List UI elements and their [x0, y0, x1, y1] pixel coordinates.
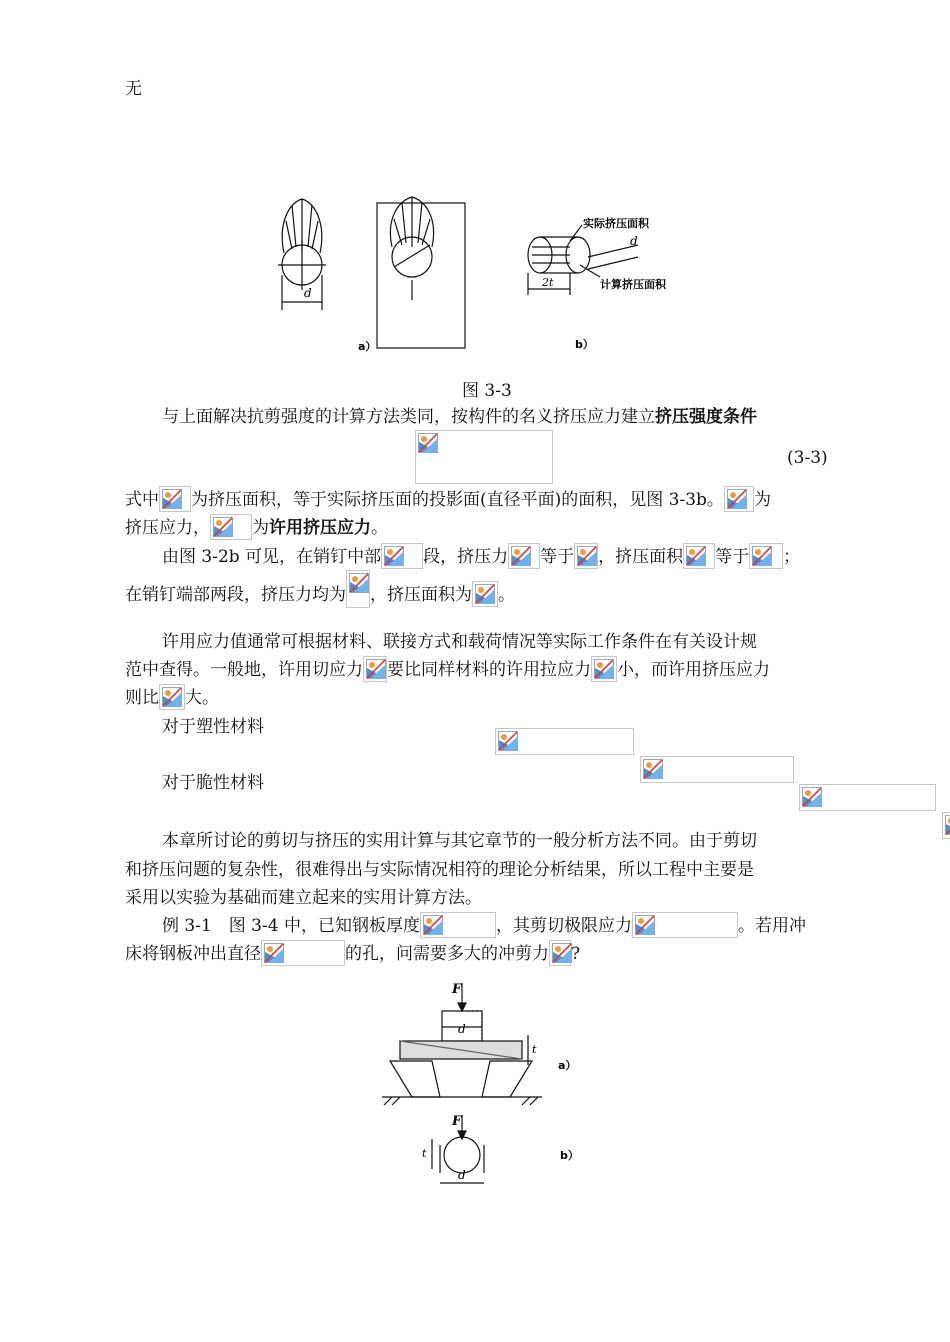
inline-image-thickness	[420, 912, 496, 938]
para3-line1	[162, 543, 800, 571]
inline-image-stress-symbol	[724, 486, 754, 512]
example-text-d: 床将钢板冲出直径	[125, 944, 261, 964]
para3-text-f: ；	[783, 547, 801, 567]
para4-text-d: 则比	[125, 688, 159, 708]
figure-3-4	[382, 975, 592, 1195]
para1-line	[162, 403, 757, 431]
broken-image-icon	[802, 787, 822, 807]
figure-3-3-label-d-b: d	[630, 234, 638, 248]
para3-text-c: 等于	[540, 547, 575, 567]
para4-line2	[125, 656, 770, 684]
broken-image-icon	[366, 659, 386, 679]
inline-image-diameter	[261, 940, 345, 966]
para2-bold: 许用挤压应力	[269, 518, 371, 538]
figure-3-3	[270, 185, 700, 360]
para2-text-d: 挤压应力，	[125, 518, 210, 538]
broken-image-icon	[635, 915, 655, 935]
inline-image-7	[472, 581, 498, 607]
broken-image-icon	[423, 915, 443, 935]
figure-3-3-label-actual: 实际挤压面积	[583, 217, 649, 230]
inline-image-area-symbol	[159, 486, 191, 512]
broken-image-icon	[511, 546, 531, 566]
para3-text-a: 由图 3-2b 可见，在销钉中部	[162, 547, 382, 567]
para1-bold: 挤压强度条件	[655, 407, 757, 427]
brittle-formula-2	[942, 812, 950, 839]
broken-image-icon	[162, 489, 182, 509]
example-text-e: 的孔，问需要多大的冲剪力	[345, 944, 549, 964]
figure-3-3-caption: 图 3-3	[462, 381, 512, 401]
broken-image-icon	[213, 517, 233, 537]
para2-text-e: 为	[252, 518, 269, 538]
para4-text-a: 范中查得。一般地，许用切应力	[125, 660, 363, 680]
inline-image-shear-allow	[363, 656, 387, 682]
broken-image-icon	[349, 573, 369, 593]
para4-text-b: 要比同样材料的许用拉应力	[387, 660, 591, 680]
para2-line1	[125, 486, 771, 514]
inline-image-3	[574, 543, 598, 569]
figure-3-4-label-b: b）	[560, 1149, 579, 1162]
para5-line3: 采用以实验为基础而建立起来的实用计算方法。	[125, 888, 482, 908]
figure-3-4-label-t-b: t	[422, 1147, 427, 1160]
broken-image-icon	[162, 687, 182, 707]
broken-image-icon	[752, 546, 772, 566]
figure-3-3-label-d-a: d	[304, 286, 312, 300]
broken-image-icon	[686, 546, 706, 566]
figure-3-4-label-a: a）	[558, 1059, 577, 1072]
example-text-b: ，其剪切极限应力	[495, 916, 632, 936]
inline-image-2	[508, 543, 540, 569]
plastic-material-label: 对于塑性材料	[162, 717, 264, 737]
para2-line2	[125, 514, 388, 542]
inline-image-allowable-symbol	[210, 514, 252, 540]
figure-3-3-a-plate	[377, 197, 465, 348]
para3-text-g: 在销钉端部两段，挤压力均为	[125, 585, 346, 605]
example-line2	[125, 940, 580, 968]
figure-3-3-label-a: a）	[358, 340, 377, 353]
figure-3-4-label-d-a: d	[458, 1022, 466, 1036]
broken-image-icon	[264, 943, 284, 963]
para3-text-b: 段，挤压力	[423, 547, 509, 567]
broken-image-icon	[577, 546, 597, 566]
brittle-formula-1	[799, 784, 936, 811]
para3-line2	[125, 581, 515, 609]
para4-line1: 许用应力值通常可根据材料、联接方式和载荷情况等实际工作条件在有关设计规	[162, 632, 757, 652]
equation-3-3-image	[415, 430, 553, 484]
para1-text: 与上面解决抗剪强度的计算方法类同，按构件的名义挤压应力建立	[162, 407, 655, 427]
figure-3-3-label-calc: 计算挤压面积	[600, 278, 666, 291]
equation-number: (3-3)	[787, 448, 828, 468]
broken-image-icon	[384, 546, 404, 566]
brittle-material-label: 对于脆性材料	[162, 773, 264, 793]
para2-text-b: 为挤压面积，等于实际挤压面的投影面(直径平面)的面积，见图 3-3b。	[191, 490, 724, 510]
figure-3-3-label-2t: 2t	[542, 276, 554, 289]
inline-image-shear-ultimate	[632, 912, 738, 938]
para3-text-d: ，挤压面积	[598, 547, 684, 567]
para5-line2: 和挤压问题的复杂性，很难得出与实际情况相符的理论分析结果，所以工程中主要是	[125, 860, 754, 880]
plastic-formula-2	[640, 756, 794, 783]
inline-image-bearing-allow	[159, 684, 185, 710]
inline-image-4	[683, 543, 715, 569]
broken-image-icon	[727, 489, 747, 509]
para2-text-f: 。	[371, 518, 388, 538]
broken-image-icon	[418, 433, 438, 453]
para4-line3	[125, 684, 219, 712]
inline-image-tensile-allow	[591, 656, 617, 682]
inline-image-6	[346, 570, 370, 608]
example-line1	[162, 912, 806, 940]
figure-3-4-label-d-b: d	[458, 1168, 466, 1182]
example-text-c: 。若用冲	[737, 916, 806, 936]
plastic-formula-1	[495, 728, 634, 755]
top-text: 无	[125, 79, 142, 99]
broken-image-icon	[498, 731, 518, 751]
para2-text-c: 为	[753, 490, 771, 510]
broken-image-icon	[475, 584, 495, 604]
para4-text-e: 大。	[185, 688, 219, 708]
broken-image-icon	[594, 659, 614, 679]
example-text-f: ?	[571, 944, 581, 964]
para3-text-h: ，挤压面积为	[370, 585, 472, 605]
broken-image-icon	[552, 943, 572, 963]
inline-image-1	[381, 543, 423, 569]
para5-line1: 本章所讨论的剪切与挤压的实用计算与其它章节的一般分析方法不同。由于剪切	[162, 831, 757, 851]
figure-3-4-a	[382, 983, 542, 1183]
example-text-a: 例 3-1 图 3-4 中，已知钢板厚度	[162, 916, 420, 936]
para2-text-a: 式中	[125, 490, 159, 510]
inline-image-force	[549, 940, 571, 966]
figure-3-3-label-b: b）	[575, 338, 594, 351]
broken-image-icon	[643, 759, 663, 779]
para4-text-c: 小，而许用挤压应力	[617, 660, 770, 680]
figure-3-4-label-F-a: F	[452, 982, 462, 997]
broken-image-icon	[945, 815, 950, 835]
para3-text-e: 等于	[715, 547, 750, 567]
inline-image-5	[749, 543, 783, 569]
figure-3-4-label-F-b: F	[452, 1114, 462, 1129]
figure-3-4-label-t-a: t	[532, 1043, 537, 1056]
figure-3-3-a-left	[278, 199, 326, 310]
para3-text-i: 。	[498, 585, 515, 605]
